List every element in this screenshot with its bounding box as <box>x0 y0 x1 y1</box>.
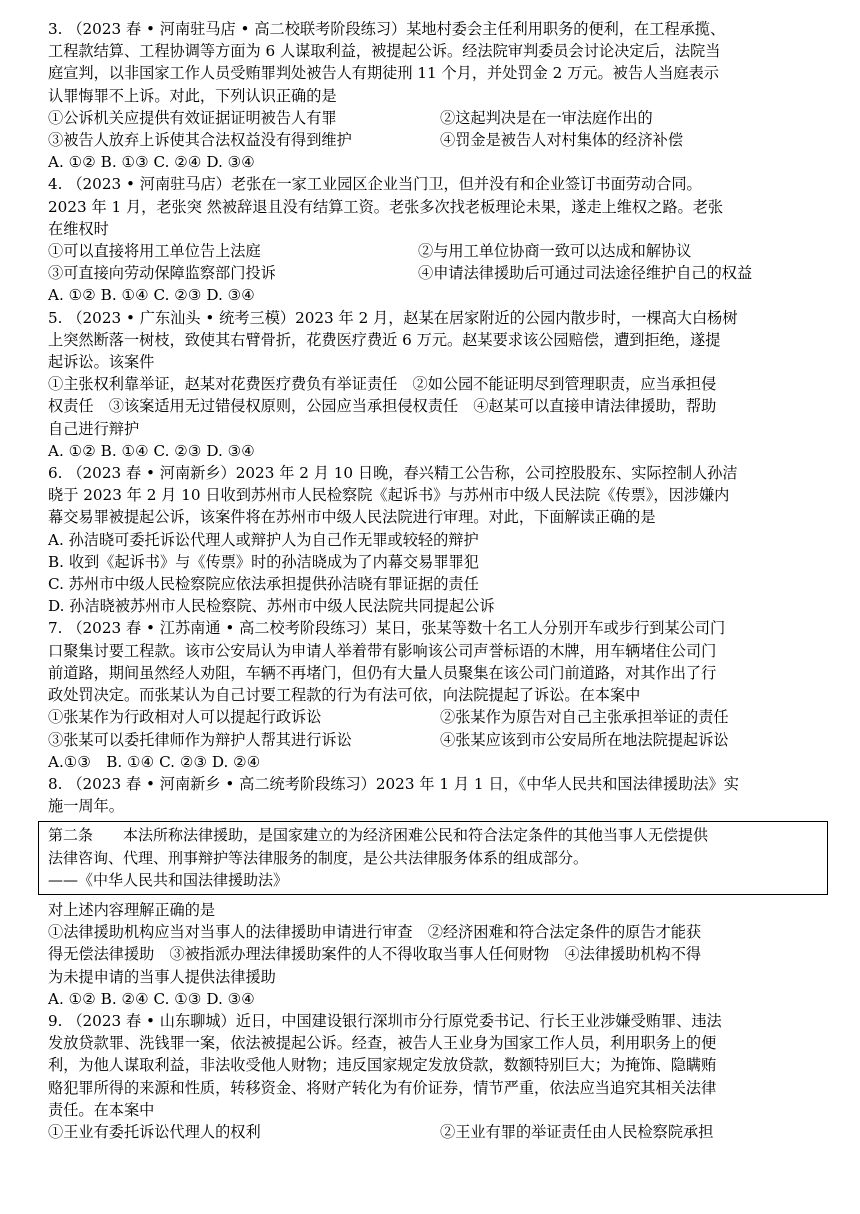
question-text-line: 2023 年 1 月，老张突 然被辞退且没有结算工资。老张多次找老板理论未果，遂走上维权之路。老张 <box>48 197 724 216</box>
option-row <box>48 729 818 751</box>
quote-text-line: 第二条 本法所称法律援助，是国家建立的为经济困难公民和符合法定条件的其他当事人无偿提供 <box>48 826 709 845</box>
question-text-line: 起诉讼。该案件 <box>48 353 155 372</box>
answer-choices: A. ①② B. ②④ C. ①③ D. ③④ <box>48 989 255 1008</box>
question-5 <box>48 307 818 462</box>
question-text-line: 得无偿法律援助 ③被指派办理法律援助案件的人不得收取当事人任何财物 ④法律援助机构不得 <box>48 945 702 964</box>
question-text-line: 利，为他人谋取利益，非法收受他人财物；违反国家规定发放贷款，数额特别巨大；为掩饰、隐瞒贿 <box>48 1056 717 1075</box>
question-text-line: 5. （2023 • 广东汕头 • 统考三模）2023 年 2 月，赵某在居家附近的公园内散步时，一棵高大白杨树 <box>48 308 738 327</box>
option-item: ②张某作为原告对自己主张承担举证的责任 <box>440 708 729 727</box>
question-text-line: 自己进行辩护 <box>48 419 140 438</box>
option-row <box>48 262 818 284</box>
quote-source: ——《中华人民共和国法律援助法》 <box>48 870 289 889</box>
question-7 <box>48 617 818 772</box>
option-item: ④张某应该到市公安局所在地法院提起诉讼 <box>440 730 729 749</box>
answer-choices: A. ①② B. ①④ C. ②③ D. ③④ <box>48 441 255 460</box>
question-text-line: 政处罚决定。而张某认为自己讨要工程款的行为有法可依，向法院提起了诉讼。在本案中 <box>48 686 641 705</box>
option-item: ②王业有罪的举证责任由人民检察院承担 <box>440 1122 714 1141</box>
question-text-line: 发放贷款罪、洗钱罪一案，依法被提起公诉。经查，被告人王业身为国家工作人员，利用职务上的便 <box>48 1034 717 1053</box>
option-item: ③张某可以委托律师作为辩护人帮其进行诉讼 <box>48 730 352 749</box>
question-text-line: 工程款结算、工程协调等方面为 6 人谋取利益，被提起公诉。经法院审判委员会讨论决定后，法院当 <box>48 42 721 61</box>
question-text-line: 权责任 ③该案适用无过错侵权原则，公园应当承担侵权责任 ④赵某可以直接申请法律援助，帮助 <box>48 397 717 416</box>
question-text-line: 4. （2023 • 河南驻马店）老张在一家工业园区企业当门卫，但并没有和企业签订书面劳动合同。 <box>48 175 702 194</box>
answer-choices: A. ①② B. ①④ C. ②③ D. ③④ <box>48 286 255 305</box>
question-text-line: 为未提申请的当事人提供法律援助 <box>48 967 276 986</box>
question-9 <box>48 1010 818 1143</box>
question-text-line: 在维权时 <box>48 219 109 238</box>
question-text-line: 3. （2023 春 • 河南驻马店 • 高二校联考阶段练习）某地村委会主任利用职务的便利，在工程承揽、 <box>48 20 726 38</box>
quote-box <box>38 821 828 895</box>
option-item: ①张某作为行政相对人可以提起行政诉讼 <box>48 708 322 727</box>
question-text-line: 认罪悔罪不上诉。对此，下列认识正确的是 <box>48 86 337 105</box>
option-item: ①公诉机关应提供有效证据证明被告人有罪 <box>48 108 337 127</box>
option-row <box>48 129 818 151</box>
answer-choices: A.①③ B. ①④ C. ②③ D. ②④ <box>48 752 261 771</box>
question-8 <box>48 773 818 1010</box>
question-3 <box>48 18 818 173</box>
option-item: ④罚金是被告人对村集体的经济补偿 <box>440 131 683 150</box>
quote-text-line: 法律咨询、代理、刑事辩护等法律服务的制度，是公共法律服务体系的组成部分。 <box>48 848 589 867</box>
option-row <box>48 1121 818 1143</box>
question-text-line: 7. （2023 春 • 江苏南通 • 高二校考阶段练习）某日，张某等数十名工人分别开车或步行到某公司门 <box>48 619 726 638</box>
option-item: A. 孙洁晓可委托诉讼代理人或辩护人为自己作无罪或较轻的辩护 <box>48 530 479 549</box>
question-text-line: 幕交易罪被提起公诉，该案件将在苏州市中级人民法院进行审理。对此，下面解读正确的是 <box>48 508 656 527</box>
question-text-line: 上突然断落一树枝，致使其右臂骨折，花费医疗费近 6 万元。赵某要求该公园赔偿，遭到拒绝，遂提 <box>48 330 721 349</box>
option-item: ③被告人放弃上诉使其合法权益没有得到维护 <box>48 131 352 150</box>
question-text-line: 施一周年。 <box>48 797 124 816</box>
question-text-line: 对上述内容理解正确的是 <box>48 900 216 919</box>
question-text-line: 9. （2023 春 • 山东聊城）近日，中国建设银行深圳市分行原党委书记、行长王业涉嫌受贿罪、违法 <box>48 1011 722 1030</box>
question-text-line: 赂犯罪所得的来源和性质，转移资金、将财产转化为有价证券，情节严重，依法应当追究其相关法律 <box>48 1078 717 1097</box>
question-text-line: 前道路，期间虽然经人劝阻，车辆不再堵门，但仍有大量人员聚集在该公司门前道路，对其作出了行 <box>48 663 717 682</box>
question-4 <box>48 173 818 306</box>
option-row <box>48 706 818 728</box>
option-item: ②这起判决是在一审法庭作出的 <box>440 108 653 127</box>
question-text-line: ①法律援助机构应当对当事人的法律援助申请进行审查 ②经济困难和符合法定条件的原告才能获 <box>48 923 702 942</box>
option-item: ③可直接向劳动保障监察部门投诉 <box>48 264 276 283</box>
answer-choices: A. ①② B. ①③ C. ②④ D. ③④ <box>48 153 255 172</box>
question-text-line: 8. （2023 春 • 河南新乡 • 高二统考阶段练习）2023 年 1 月 1 日，《中华人民共和国法律援助法》实 <box>48 774 739 793</box>
question-text-line: 6. （2023 春 • 河南新乡）2023 年 2 月 10 日晚，春兴精工公告称，公司控股股东、实际控制人孙洁 <box>48 464 738 483</box>
question-text-line: 责任。在本案中 <box>48 1100 155 1119</box>
option-item: B. 收到《起诉书》与《传票》时的孙洁晓成为了内幕交易罪罪犯 <box>48 552 479 571</box>
option-item: ①可以直接将用工单位告上法庭 <box>48 242 261 261</box>
document-page <box>48 18 818 1143</box>
option-item: ②与用工单位协商一致可以达成和解协议 <box>418 242 692 261</box>
question-text-line: 庭宣判，以非国家工作人员受贿罪判处被告人有期徒刑 11 个月，并处罚金 2 万元。被告人当庭表示 <box>48 64 719 83</box>
option-row <box>48 107 818 129</box>
question-6 <box>48 462 818 617</box>
question-text-line: ①主张权利靠举证，赵某对花费医疗费负有举证责任 ②如公园不能证明尽到管理职责，应当承担侵 <box>48 375 717 394</box>
question-text-line: 口聚集讨要工程款。该市公安局认为申请人举着带有影响该公司声誉标语的木牌，用车辆堵住公司门 <box>48 641 717 660</box>
option-item: C. 苏州市中级人民检察院应依法承担提供孙洁晓有罪证据的责任 <box>48 575 479 594</box>
question-text-line: 晓于 2023 年 2 月 10 日收到苏州市人民检察院《起诉书》与苏州市中级人民法院《传票》，因涉嫌内 <box>48 486 730 505</box>
option-item: ①王业有委托诉讼代理人的权利 <box>48 1122 261 1141</box>
option-row <box>48 240 818 262</box>
option-item: D. 孙洁晓被苏州市人民检察院、苏州市中级人民法院共同提起公诉 <box>48 597 495 616</box>
option-item: ④申请法律援助后可通过司法途径维护自己的权益 <box>418 264 753 283</box>
